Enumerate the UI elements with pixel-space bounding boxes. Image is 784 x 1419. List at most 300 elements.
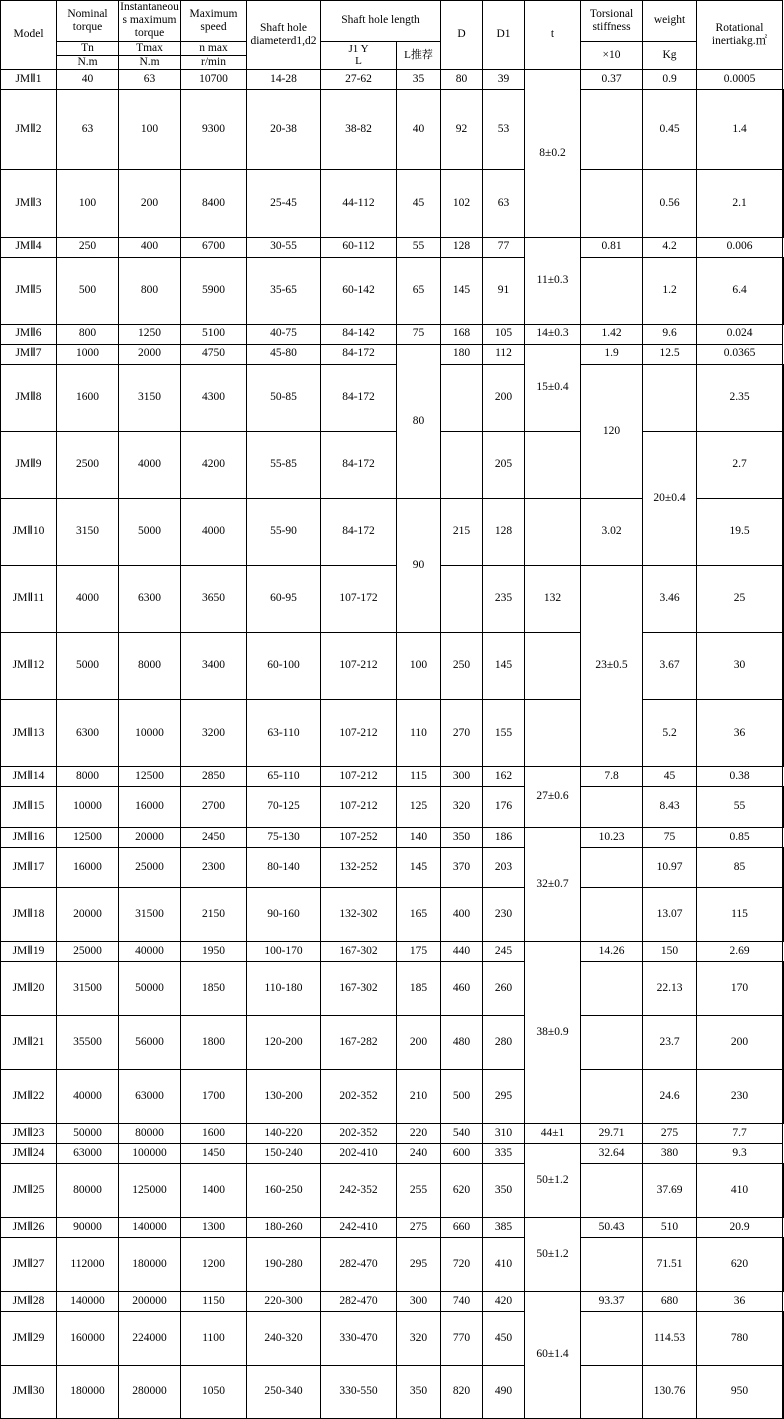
table-row [1, 257, 784, 324]
cell-t [581, 1365, 643, 1419]
cell-D1: 162 [483, 767, 525, 787]
cell-nominal-torque: 5000 [57, 632, 119, 699]
cell-torsional-stiffness: 71.51 [643, 1237, 697, 1291]
cell-nominal-torque: 1000 [57, 344, 119, 364]
cell-l-recommend: 320 [397, 1311, 441, 1365]
table-body [1, 70, 784, 1419]
cell-torsional-stiffness: 0.45 [643, 90, 697, 170]
cell-shaft-hole-diameter: 63-110 [247, 700, 321, 767]
table-row [1, 847, 784, 888]
cell-max-speed: 3400 [181, 632, 247, 699]
cell-weight: 30 [697, 632, 783, 699]
cell-shaft-hole-diameter: 65-110 [247, 767, 321, 787]
cell-nominal-torque: 8000 [57, 767, 119, 787]
cell-weight: 4.2 [643, 237, 697, 257]
cell-t [643, 364, 697, 431]
cell-max-speed: 1800 [181, 1016, 247, 1070]
cell-D1: 280 [483, 1016, 525, 1070]
cell-shaft-hole-diameter: 240-320 [247, 1311, 321, 1365]
cell-D1: 186 [483, 827, 525, 847]
header-j1y-l [321, 41, 397, 69]
cell-model: JMⅡ5 [1, 257, 57, 324]
cell-D1: 53 [483, 90, 525, 170]
cell-weight: 620 [697, 1237, 783, 1291]
cell-torsional-stiffness: 1.42 [581, 324, 643, 344]
cell-shaft-hole-diameter: 120-200 [247, 1016, 321, 1070]
table-row [1, 344, 784, 364]
cell-max-speed: 2300 [181, 847, 247, 888]
cell-t [581, 1237, 643, 1291]
cell-l-recommend: 350 [397, 1365, 441, 1419]
header-j1y: J1 Y [322, 43, 395, 56]
cell-D: 168 [441, 324, 483, 344]
cell-D: 205 [483, 431, 525, 498]
cell-weight: 680 [643, 1291, 697, 1311]
cell-rotational-inertia [783, 364, 784, 431]
cell-D1: 410 [483, 1237, 525, 1291]
cell-shaft-hole-length: 202-352 [321, 1123, 397, 1143]
cell-shaft-hole-length: 167-302 [321, 962, 397, 1016]
cell-max-speed: 4300 [181, 364, 247, 431]
cell-l-recommend [441, 364, 483, 431]
cell-t: 14±0.3 [525, 324, 581, 344]
cell-l-recommend: 145 [397, 847, 441, 888]
cell-D: 102 [441, 170, 483, 237]
cell-D: 128 [441, 237, 483, 257]
table-row [1, 767, 784, 787]
cell-max-speed: 2850 [181, 767, 247, 787]
cell-rotational-inertia: 0.38 [697, 767, 783, 787]
cell-weight: 75 [643, 827, 697, 847]
cell-D1: 310 [483, 1123, 525, 1143]
cell-D: 720 [441, 1237, 483, 1291]
cell-weight: 780 [697, 1311, 783, 1365]
cell-max-speed: 1100 [181, 1311, 247, 1365]
cell-instant-max-torque: 25000 [119, 847, 181, 888]
cell-l-recommend: 185 [397, 962, 441, 1016]
cell-t: 11±0.3 [525, 237, 581, 324]
cell-torsional-stiffness: 10.23 [581, 827, 643, 847]
cell-max-speed: 2450 [181, 827, 247, 847]
cell-D1: 91 [483, 257, 525, 324]
cell-shaft-hole-length: 132-252 [321, 847, 397, 888]
cell-D: 460 [441, 962, 483, 1016]
cell-shaft-hole-length: 107-212 [321, 787, 397, 828]
cell-shaft-hole-length: 107-212 [321, 632, 397, 699]
cell-shaft-hole-diameter: 130-200 [247, 1070, 321, 1124]
cell-model: JMⅡ2 [1, 90, 57, 170]
cell-weight: 85 [697, 847, 783, 888]
cell-model: JMⅡ17 [1, 847, 57, 888]
cell-torsional-stiffness: 22.13 [643, 962, 697, 1016]
cell-nominal-torque: 16000 [57, 847, 119, 888]
cell-nominal-torque: 4000 [57, 565, 119, 632]
cell-shaft-hole-diameter: 70-125 [247, 787, 321, 828]
cell-shaft-hole-diameter: 160-250 [247, 1163, 321, 1217]
cell-rotational-inertia: 0.0365 [697, 344, 783, 364]
cell-t: 38±0.9 [525, 942, 581, 1124]
cell-torsional-stiffness: 2.7 [697, 431, 783, 498]
header-instant-max-torque-unit: N.m [119, 55, 181, 69]
cell-t: 15±0.4 [525, 344, 581, 431]
cell-D: 320 [441, 787, 483, 828]
cell-max-speed: 1200 [181, 1237, 247, 1291]
cell-shaft-hole-diameter: 40-75 [247, 324, 321, 344]
cell-shaft-hole-length: 44-112 [321, 170, 397, 237]
header-l-recommend: L推荐 [397, 41, 441, 69]
table-row [1, 1070, 784, 1124]
cell-t [581, 90, 643, 170]
cell-model: JMⅡ3 [1, 170, 57, 237]
cell-model: JMⅡ6 [1, 324, 57, 344]
cell-max-speed: 1050 [181, 1365, 247, 1419]
header-max-speed: Maximum speed [181, 1, 247, 42]
cell-max-speed: 1400 [181, 1163, 247, 1217]
cell-shaft-hole-length: 242-410 [321, 1217, 397, 1237]
cell-rotational-inertia: 0.85 [697, 827, 783, 847]
cell-max-speed: 1950 [181, 942, 247, 962]
table-row [1, 1123, 784, 1143]
header-nominal-torque: Nominal torque [57, 1, 119, 42]
cell-D1: 350 [483, 1163, 525, 1217]
cell-torsional-stiffness: 2.35 [697, 364, 783, 431]
cell-instant-max-torque: 100 [119, 90, 181, 170]
cell-weight: 19.5 [697, 498, 783, 565]
cell-D1: 77 [483, 237, 525, 257]
cell-instant-max-torque: 63000 [119, 1070, 181, 1124]
cell-weight: 36 [697, 700, 783, 767]
cell-max-speed: 4000 [181, 498, 247, 565]
cell-l-recommend: 275 [397, 1217, 441, 1237]
cell-D: 740 [441, 1291, 483, 1311]
cell-l-recommend: 165 [397, 888, 441, 942]
cell-nominal-torque: 250 [57, 237, 119, 257]
cell-D1: 128 [483, 498, 525, 565]
table-row [1, 1311, 784, 1365]
cell-l-recommend: 300 [397, 1291, 441, 1311]
cell-torsional-stiffness: 37.69 [643, 1163, 697, 1217]
cell-max-speed: 4750 [181, 344, 247, 364]
cell-shaft-hole-diameter: 110-180 [247, 962, 321, 1016]
cell-max-speed: 1300 [181, 1217, 247, 1237]
cell-D: 660 [441, 1217, 483, 1237]
cell-rotational-inertia: 20.9 [697, 1217, 783, 1237]
cell-instant-max-torque: 63 [119, 70, 181, 90]
cell-nominal-torque: 180000 [57, 1365, 119, 1419]
cell-torsional-stiffness: 1.2 [643, 257, 697, 324]
table-row [1, 1217, 784, 1237]
cell-instant-max-torque: 20000 [119, 827, 181, 847]
cell-t [581, 1016, 643, 1070]
cell-l-recommend [441, 431, 483, 498]
cell-nominal-torque: 10000 [57, 787, 119, 828]
cell-torsional-stiffness: 10.97 [643, 847, 697, 888]
cell-shaft-hole-diameter: 60-95 [247, 565, 321, 632]
cell-D1: 335 [483, 1143, 525, 1163]
cell-weight: 170 [697, 962, 783, 1016]
header-rotational-inertia: Rotational inertiakg.㎡ [697, 1, 783, 70]
cell-shaft-hole-diameter: 80-140 [247, 847, 321, 888]
cell-shaft-hole-diameter: 30-55 [247, 237, 321, 257]
cell-l-recommend: 80 [397, 344, 441, 498]
cell-torsional-stiffness: 3.46 [643, 565, 697, 632]
table-row [1, 324, 784, 344]
cell-instant-max-torque: 2000 [119, 344, 181, 364]
cell-model: JMⅡ11 [1, 565, 57, 632]
table-row [1, 170, 784, 237]
cell-weight: 55 [697, 787, 783, 828]
cell-torsional-stiffness: 32.64 [581, 1143, 643, 1163]
table-row [1, 237, 784, 257]
cell-instant-max-torque: 31500 [119, 888, 181, 942]
cell-D: 92 [441, 90, 483, 170]
table-row [1, 1143, 784, 1163]
cell-torsional-stiffness: 3.02 [581, 498, 643, 565]
cell-weight: 200 [697, 1016, 783, 1070]
cell-instant-max-torque: 8000 [119, 632, 181, 699]
cell-model: JMⅡ15 [1, 787, 57, 828]
cell-t: 20±0.4 [643, 431, 697, 565]
cell-max-speed: 3650 [181, 565, 247, 632]
cell-model: JMⅡ7 [1, 344, 57, 364]
cell-rotational-inertia: 7.7 [697, 1123, 783, 1143]
cell-shaft-hole-length: 167-282 [321, 1016, 397, 1070]
cell-shaft-hole-length: 107-212 [321, 700, 397, 767]
cell-t [581, 170, 643, 237]
cell-l-recommend: 255 [397, 1163, 441, 1217]
cell-model: JMⅡ18 [1, 888, 57, 942]
cell-shaft-hole-length: 107-212 [321, 767, 397, 787]
table-row [1, 70, 784, 90]
header-weight-unit: Kg [643, 41, 697, 69]
cell-l-recommend: 75 [397, 324, 441, 344]
cell-shaft-hole-diameter: 250-340 [247, 1365, 321, 1419]
cell-shaft-hole-diameter: 20-38 [247, 90, 321, 170]
cell-l-recommend: 35 [397, 70, 441, 90]
cell-shaft-hole-length: 282-470 [321, 1291, 397, 1311]
cell-shaft-hole-diameter: 14-28 [247, 70, 321, 90]
cell-max-speed: 1150 [181, 1291, 247, 1311]
cell-shaft-hole-diameter: 220-300 [247, 1291, 321, 1311]
cell-torsional-stiffness: 13.07 [643, 888, 697, 942]
cell-shaft-hole-length: 282-470 [321, 1237, 397, 1291]
cell-instant-max-torque: 200 [119, 170, 181, 237]
cell-l-recommend: 55 [397, 237, 441, 257]
cell-torsional-stiffness: 0.56 [643, 170, 697, 237]
cell-l-recommend: 200 [397, 1016, 441, 1070]
cell-instant-max-torque: 125000 [119, 1163, 181, 1217]
cell-max-speed: 10700 [181, 70, 247, 90]
cell-D: 770 [441, 1311, 483, 1365]
cell-nominal-torque: 500 [57, 257, 119, 324]
cell-l-recommend: 175 [397, 942, 441, 962]
cell-torsional-stiffness: 1.9 [581, 344, 643, 364]
cell-shaft-hole-length: 84-172 [321, 431, 397, 498]
table-header [1, 1, 784, 70]
cell-max-speed: 4200 [181, 431, 247, 498]
cell-rotational-inertia: 0.024 [697, 324, 783, 344]
table-row [1, 1237, 784, 1291]
cell-shaft-hole-diameter: 100-170 [247, 942, 321, 962]
cell-model: JMⅡ23 [1, 1123, 57, 1143]
header-instant-max-torque: Instantaneous maximum torque [119, 1, 181, 42]
header-nominal-torque-symbol: Tn [57, 41, 119, 55]
cell-D: 300 [441, 767, 483, 787]
cell-instant-max-torque: 180000 [119, 1237, 181, 1291]
cell-shaft-hole-length: 107-172 [321, 565, 397, 632]
cell-l-recommend: 295 [397, 1237, 441, 1291]
cell-torsional-stiffness: 7.8 [581, 767, 643, 787]
cell-t: 32±0.7 [525, 827, 581, 942]
cell-weight: 510 [643, 1217, 697, 1237]
cell-D: 180 [441, 344, 483, 364]
cell-D: 600 [441, 1143, 483, 1163]
cell-model: JMⅡ10 [1, 498, 57, 565]
cell-t: 60±1.4 [525, 1291, 581, 1419]
cell-nominal-torque: 80000 [57, 1163, 119, 1217]
cell-shaft-hole-length: 84-172 [321, 498, 397, 565]
cell-shaft-hole-length: 242-352 [321, 1163, 397, 1217]
cell-l-recommend: 100 [397, 632, 441, 699]
cell-weight: 950 [697, 1365, 783, 1419]
cell-weight: 150 [643, 942, 697, 962]
cell-instant-max-torque: 140000 [119, 1217, 181, 1237]
cell-max-speed: 2700 [181, 787, 247, 828]
cell-D1: 132 [525, 565, 581, 632]
cell-l-recommend: 125 [397, 787, 441, 828]
cell-max-speed: 3200 [181, 700, 247, 767]
cell-rotational-inertia: 9.3 [697, 1143, 783, 1163]
header-D1: D1 [483, 1, 525, 70]
cell-instant-max-torque: 56000 [119, 1016, 181, 1070]
header-model: Model [1, 1, 57, 70]
cell-D1: 105 [483, 324, 525, 344]
cell-nominal-torque: 3150 [57, 498, 119, 565]
cell-instant-max-torque: 12500 [119, 767, 181, 787]
cell-instant-max-torque: 10000 [119, 700, 181, 767]
cell-t [581, 888, 643, 942]
cell-shaft-hole-diameter: 55-85 [247, 431, 321, 498]
cell-D: 145 [441, 257, 483, 324]
cell-shaft-hole-length: 84-172 [321, 364, 397, 431]
header-row-1 [1, 1, 784, 42]
cell-instant-max-torque: 3150 [119, 364, 181, 431]
table-row [1, 942, 784, 962]
cell-D: 215 [441, 498, 483, 565]
cell-D1: 176 [483, 787, 525, 828]
cell-instant-max-torque: 80000 [119, 1123, 181, 1143]
cell-weight: 275 [643, 1123, 697, 1143]
header-instant-max-torque-symbol: Tmax [119, 41, 181, 55]
cell-weight: 45 [643, 767, 697, 787]
cell-D: 540 [441, 1123, 483, 1143]
cell-weight: 380 [643, 1143, 697, 1163]
header-max-speed-symbol: n max [181, 41, 247, 55]
cell-torsional-stiffness: 50.43 [581, 1217, 643, 1237]
cell-weight: 410 [697, 1163, 783, 1217]
cell-torsional-stiffness: 0.37 [581, 70, 643, 90]
cell-max-speed: 5900 [181, 257, 247, 324]
cell-torsional-stiffness: 3.67 [643, 632, 697, 699]
table-row [1, 565, 784, 632]
cell-rotational-inertia: 2.69 [697, 942, 783, 962]
cell-instant-max-torque: 1250 [119, 324, 181, 344]
cell-l-recommend: 140 [397, 827, 441, 847]
cell-nominal-torque: 20000 [57, 888, 119, 942]
cell-t [581, 847, 643, 888]
cell-model: JMⅡ4 [1, 237, 57, 257]
cell-nominal-torque: 40 [57, 70, 119, 90]
cell-max-speed: 9300 [181, 90, 247, 170]
cell-D1: 112 [483, 344, 525, 364]
cell-instant-max-torque: 40000 [119, 942, 181, 962]
cell-t: 27±0.6 [525, 767, 581, 828]
header-max-speed-unit: r/min [181, 55, 247, 69]
cell-nominal-torque: 12500 [57, 827, 119, 847]
cell-max-speed: 8400 [181, 170, 247, 237]
cell-max-speed: 1600 [181, 1123, 247, 1143]
cell-weight: 9.6 [643, 324, 697, 344]
table-row [1, 1163, 784, 1217]
cell-weight: 115 [697, 888, 783, 942]
table-row [1, 888, 784, 942]
cell-torsional-stiffness: 5.2 [643, 700, 697, 767]
cell-torsional-stiffness: 24.6 [643, 1070, 697, 1124]
cell-shaft-hole-length: 38-82 [321, 90, 397, 170]
cell-l-recommend: 90 [397, 498, 441, 632]
cell-t: 23±0.5 [581, 565, 643, 766]
header-row-2 [1, 41, 784, 55]
cell-shaft-hole-length: 84-142 [321, 324, 397, 344]
header-shaft-hole-length: Shaft hole length [321, 1, 441, 42]
cell-torsional-stiffness: 14.26 [581, 942, 643, 962]
cell-model: JMⅡ25 [1, 1163, 57, 1217]
header-nominal-torque-unit: N.m [57, 55, 119, 69]
cell-nominal-torque: 160000 [57, 1311, 119, 1365]
cell-max-speed: 5100 [181, 324, 247, 344]
cell-D: 820 [441, 1365, 483, 1419]
cell-shaft-hole-length: 330-550 [321, 1365, 397, 1419]
header-torsional-stiffness-unit: ×10 [581, 41, 643, 69]
cell-model: JMⅡ20 [1, 962, 57, 1016]
cell-nominal-torque: 6300 [57, 700, 119, 767]
table-row [1, 90, 784, 170]
cell-rotational-inertia [783, 431, 784, 498]
cell-weight: 2.1 [697, 170, 783, 237]
cell-D: 235 [483, 565, 525, 632]
cell-t [581, 257, 643, 324]
cell-shaft-hole-diameter: 35-65 [247, 257, 321, 324]
cell-instant-max-torque: 6300 [119, 565, 181, 632]
cell-D1: 203 [483, 847, 525, 888]
cell-model: JMⅡ8 [1, 364, 57, 431]
cell-shaft-hole-length: 202-352 [321, 1070, 397, 1124]
cell-model: JMⅡ22 [1, 1070, 57, 1124]
cell-instant-max-torque: 800 [119, 257, 181, 324]
cell-max-speed: 1700 [181, 1070, 247, 1124]
cell-torsional-stiffness: 0.81 [581, 237, 643, 257]
cell-t: 50±1.2 [525, 1143, 581, 1217]
cell-D1 [525, 431, 581, 498]
cell-nominal-torque: 63000 [57, 1143, 119, 1163]
cell-shaft-hole-length: 27-62 [321, 70, 397, 90]
cell-D: 620 [441, 1163, 483, 1217]
cell-weight: 25 [697, 565, 783, 632]
cell-t [525, 700, 581, 767]
cell-weight: 12.5 [643, 344, 697, 364]
cell-weight: 0.9 [643, 70, 697, 90]
cell-D1: 145 [483, 632, 525, 699]
